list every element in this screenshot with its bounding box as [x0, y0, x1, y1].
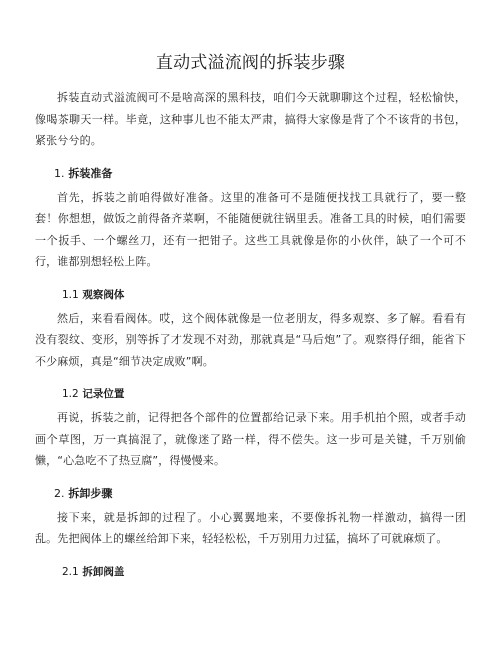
section-heading: [35, 165, 466, 183]
section-paragraph: 接下来，就是拆卸的过程了。小心翼翼地来，不要像拆礼物一样激动，搞得一团乱。先把阀体上的螺丝给卸下来，轻轻松松，千万别用力过猛，搞坏了可就麻烦了。: [35, 510, 466, 545]
subsection-paragraph: 再说，拆装之前，记得把各个部件的位置都给记录下来。用手机拍个照，或者手动画个草图，万一真搞混了，就像迷了路一样，得不偿失。这一步可是关键，千万别偷懒，“心急吃不了热豆腐”，得慢慢来。: [35, 411, 466, 467]
subsection-number: 1.2: [62, 388, 79, 400]
section-paragraph: 首先，拆装之前咱得做好准备。这里的准备可不是随便找找工具就行了，要一整套！你想想，做饭之前得备齐菜啊，不能随便就往锅里丢。准备工具的时候，咱们需要一个扳手、一个螺丝刀，还有一把钳子。这些工具就像是你的小伙伴，缺了一个可不行，谁都别想轻松上阵。: [35, 190, 466, 268]
section-number: 1.: [54, 166, 65, 180]
subsection-paragraph: 然后，来看看阀体。哎，这个阀体就像是一位老朋友，得多观察、多了解。看看有没有裂纹、变形，别等拆了才发现不对劲，那就真是“马后炮”了。观察得仔细，能省下不少麻烦，真是“细节决定成败”啊。: [35, 311, 466, 368]
subsection-heading: [35, 286, 466, 304]
subsection-number: 2.1: [62, 565, 79, 578]
subsection-heading-text: 观察阀体: [82, 288, 125, 301]
subsection-heading: [35, 385, 466, 403]
subsection-heading-text: 拆卸阀盖: [82, 565, 125, 578]
section-heading: [35, 485, 466, 503]
section-number: 2.: [54, 486, 65, 500]
subsection-heading-text: 记录位置: [82, 388, 125, 400]
section-heading-text: 拆卸步骤: [68, 486, 113, 500]
section-heading-text: 拆装准备: [68, 166, 113, 180]
subsection-number: 1.1: [62, 288, 79, 301]
intro-paragraph: 拆装直动式溢流阀可不是啥高深的黑科技，咱们今天就聊聊这个过程，轻松愉快，像喝茶聊天一样。毕竟，这种事儿也不能太严肃，搞得大家像是背了个不该背的书包，紧张兮兮的。: [35, 91, 466, 147]
subsection-heading: [35, 563, 466, 581]
document-title: 直动式溢流阀的拆装步骤: [155, 53, 346, 73]
